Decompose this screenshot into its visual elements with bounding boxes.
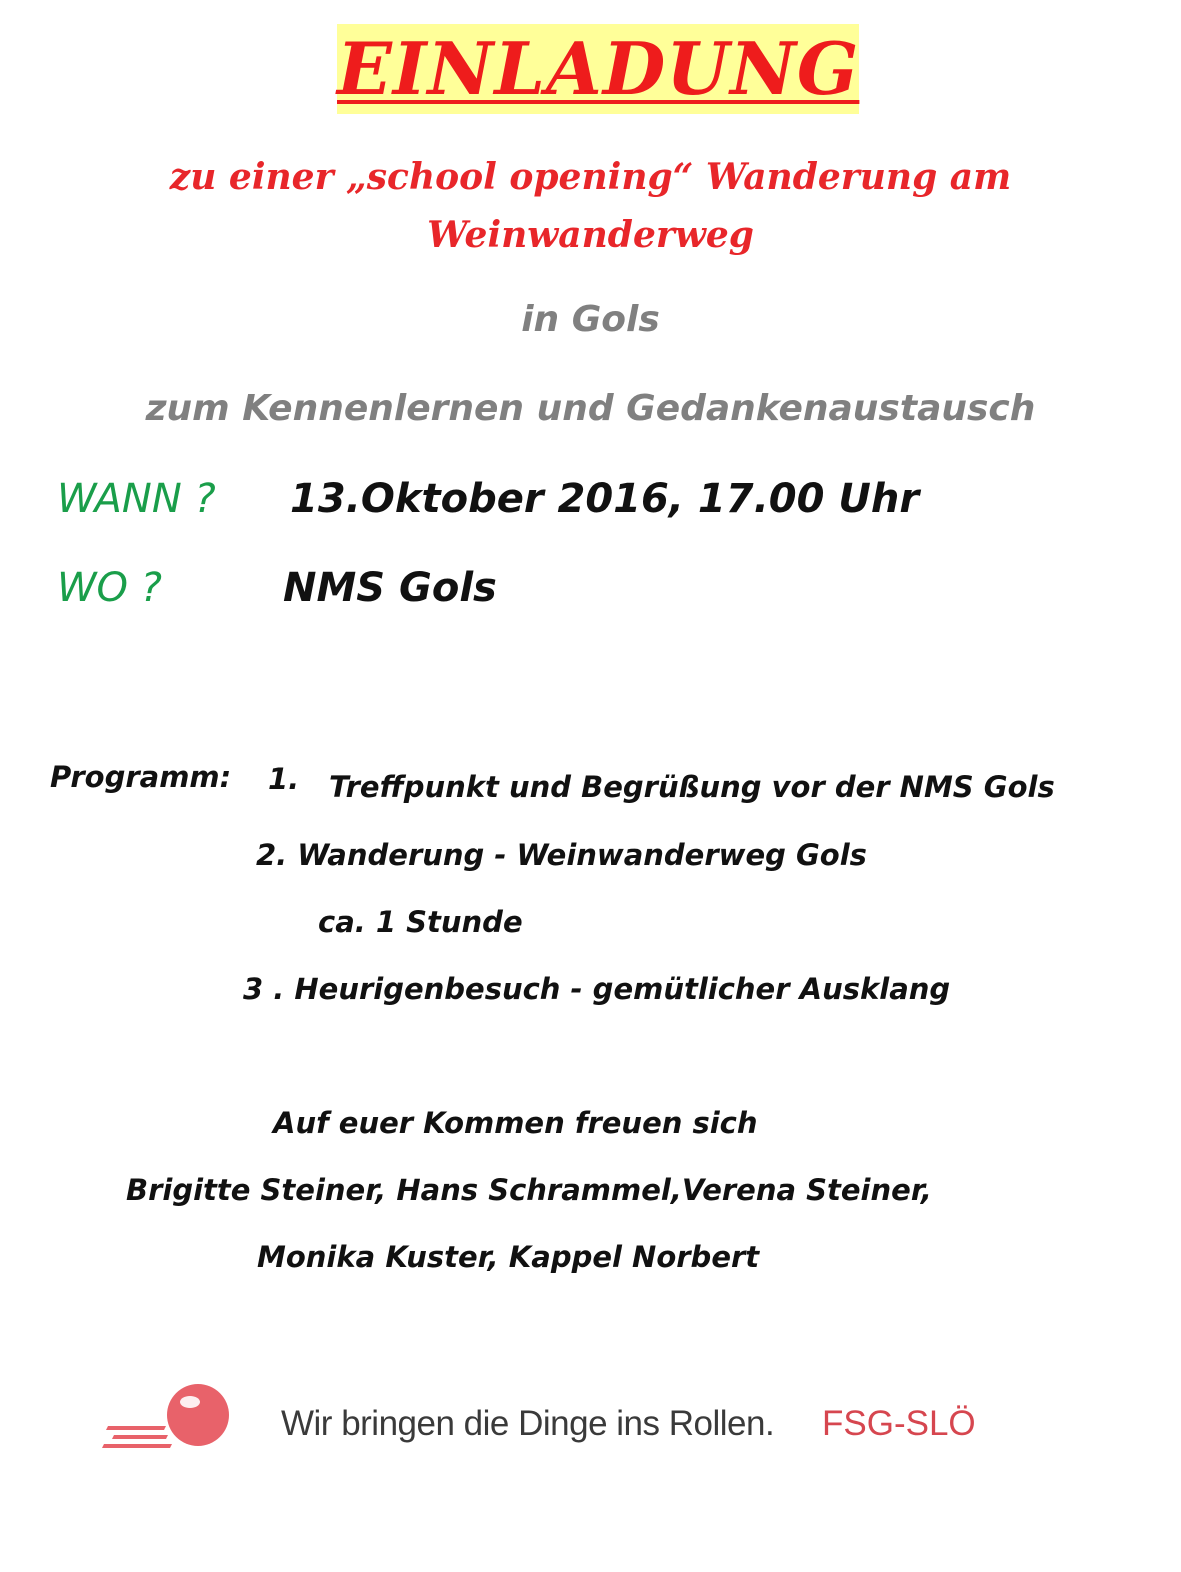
logo-slogan: Wir bringen die Dinge ins Rollen. — [281, 1404, 775, 1443]
program-item-2-detail: ca. 1 Stunde — [318, 905, 523, 939]
program-label: Programm: — [50, 760, 232, 794]
page-title: EINLADUNG — [337, 26, 860, 111]
logo-org-name: FSG-SLÖ — [822, 1404, 976, 1443]
purpose-line: zum Kennenlernen und Gedankenaustausch — [145, 388, 1036, 429]
where-value: NMS Gols — [283, 565, 497, 611]
organizer-names-1: Brigitte Steiner, Hans Schrammel,Verena Steiner, — [126, 1173, 932, 1207]
program-item-1-number: 1. — [268, 762, 300, 796]
program-item-1: Treffpunkt und Begrüßung vor der NMS Gols — [329, 770, 1055, 804]
closing-line: Auf euer Kommen freuen sich — [273, 1106, 758, 1140]
subtitle-line-1: zu einer „school opening“ Wanderung am — [169, 156, 1012, 198]
when-value: 13.Oktober 2016, 17.00 Uhr — [290, 476, 920, 522]
subtitle-line-2: Weinwanderweg — [427, 214, 754, 256]
rolling-ball-logo-icon — [100, 1378, 240, 1458]
organizer-names-2: Monika Kuster, Kappel Norbert — [257, 1240, 760, 1274]
where-label: WO ? — [57, 565, 162, 611]
location-line: in Gols — [521, 299, 660, 340]
program-item-2: 2. Wanderung - Weinwanderweg Gols — [256, 838, 867, 872]
when-label: WANN ? — [57, 476, 216, 522]
program-item-3: 3 . Heurigenbesuch - gemütlicher Ausklang — [243, 972, 951, 1006]
title-highlight — [337, 24, 859, 114]
